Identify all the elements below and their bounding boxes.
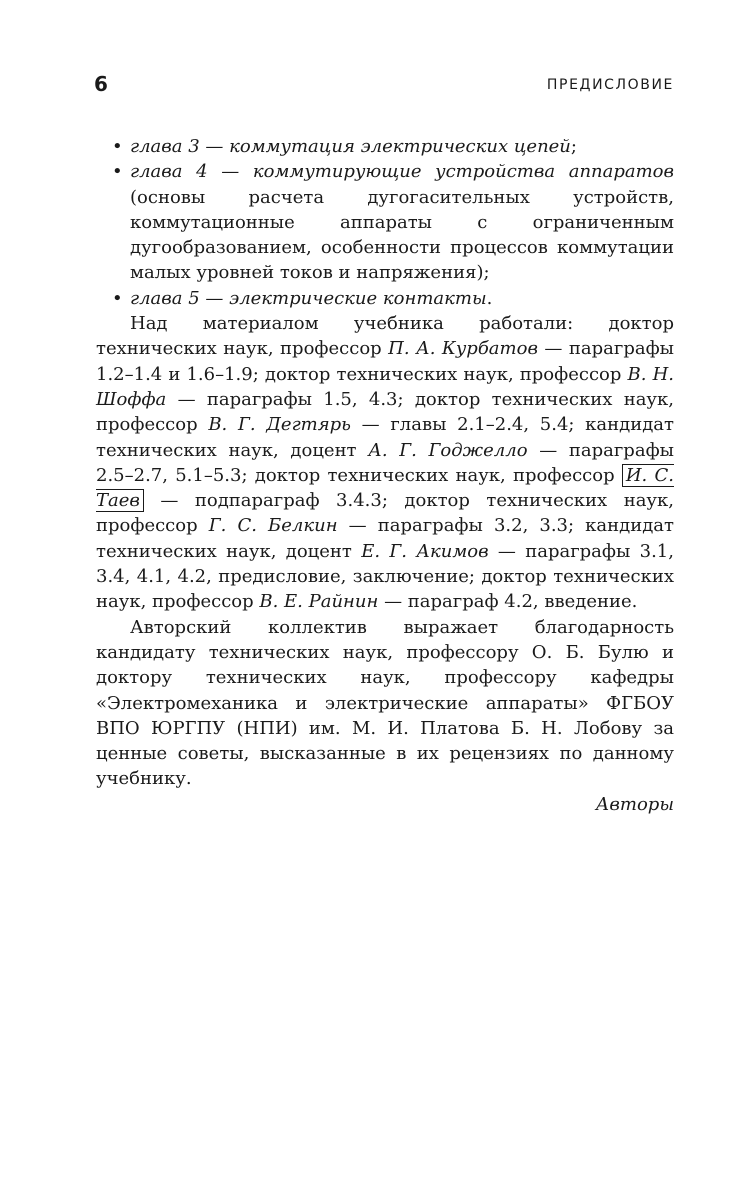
chapter-description: ; [570, 136, 577, 157]
bullet-marker: • [112, 161, 123, 183]
signature: Авторы [595, 793, 674, 815]
chapter-title: глава 5 — электрические контакты [130, 287, 487, 309]
author-name: Г. С. Белкин [208, 515, 338, 537]
author-name: В. Г. Дегтярь [208, 414, 351, 436]
paragraph-text: — параграфы 1.5, 4.3; доктор технических наук, профессор [96, 388, 674, 436]
author-name: А. Г. Годжелло [368, 439, 528, 461]
chapter-title: глава 4 — коммутирующие устройства аппаратов [130, 161, 674, 183]
list-item [96, 159, 674, 285]
page-number: 6 [94, 72, 108, 96]
running-head-title: ПРЕДИСЛОВИЕ [546, 77, 674, 93]
author-name: В. Е. Райнин [259, 591, 379, 613]
paragraph-text: — параграф 4.2, введение. [378, 591, 638, 613]
author-name: Е. Г. Акимов [361, 540, 489, 562]
chapter-title: глава 3 — коммутация электрических цепей [130, 136, 571, 157]
author-name: В. Н. Шоффа [96, 363, 674, 410]
list-item [96, 134, 674, 159]
paragraph-text: — параграфы 3.2, 3.3; кандидат технических наук, доцент [96, 515, 674, 562]
acknowledgments-paragraph: Авторский коллектив выражает благодарность кандидату технических наук, профессору О. Б. Булю и доктору технических наук, профессору кафедры «Электромеханика и электрические аппараты» ФГБОУ ВПО ЮРГПУ (НПИ) им. М. И. Платова Б. Н. Лобову за ценные советы, высказанные в их рецензиях по данному учебнику. [96, 616, 674, 790]
chapter-description: . [486, 287, 493, 309]
bullet-marker: • [112, 136, 123, 157]
author-name: П. А. Курбатов [388, 338, 538, 360]
paragraph-text: — параграфы 2.5–2.7, 5.1–5.3; доктор технических наук, профессор [96, 439, 674, 486]
bullet-marker: • [112, 287, 123, 309]
contributors-paragraph [96, 311, 674, 615]
chapter-description: (основы расчета дугогасительных устройств, коммутационные аппараты с ограниченным дугообразованием, особенности процессов коммутации малых уровней токов и напряжения); [130, 186, 674, 284]
paragraph-text: — подпараграф 3.4.3; доктор технических наук, профессор [96, 490, 674, 537]
paragraph-text: — главы 2.1–2.4, 5.4; кандидат технических наук, доцент [96, 414, 674, 461]
paragraph-text: — параграфы 1.2–1.4 и 1.6–1.9; доктор технических наук, профессор [96, 338, 674, 385]
paragraph-text: Над материалом учебника работали: доктор технических наук, профессор [96, 313, 674, 360]
page-body [96, 134, 674, 817]
list-item [96, 286, 674, 311]
paragraph-text: — параграфы 3.1, 3.4, 4.1, 4.2, предисловие, заключение; доктор технических наук, профессор [96, 540, 674, 613]
author-name-boxed: И. С. Таев [96, 464, 675, 512]
